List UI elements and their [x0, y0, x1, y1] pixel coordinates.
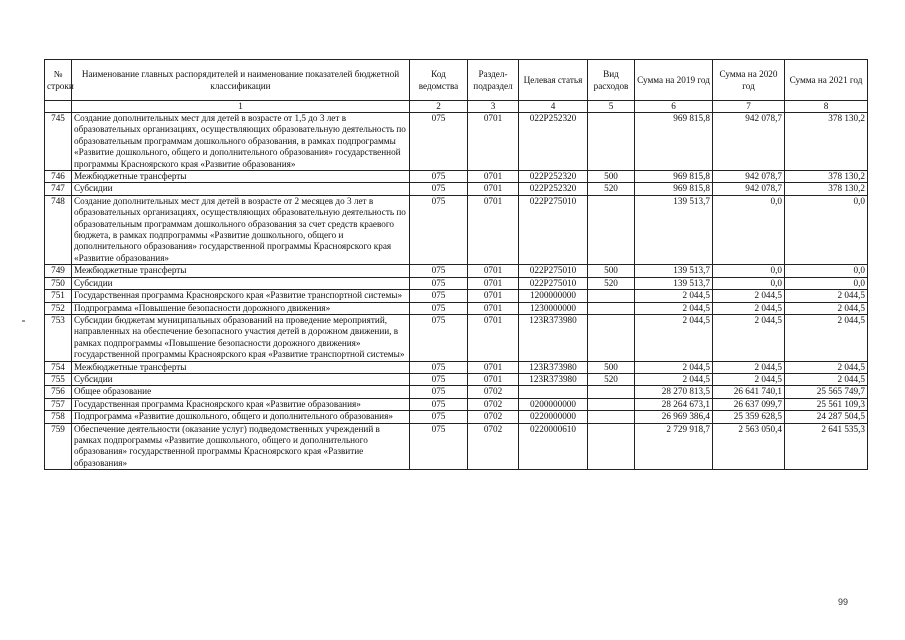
- row-number-cell: 757: [45, 398, 72, 410]
- table-row: [45, 183, 868, 195]
- sum-2021-cell: 2 044,5: [785, 373, 868, 385]
- dept-code-cell: 075: [410, 183, 468, 195]
- name-cell: Субсидии бюджетам муниципальных образований на проведение мероприятий, направленных на обеспечение безопасного участия детей в дорожном движении, в рамках подпрограммы «Повышение безопасности дорожного движения» государственной программы Красноярского края «Развитие транспортной системы»: [72, 314, 410, 361]
- row-number-cell: 745: [45, 113, 72, 171]
- sum-2019-cell: 139 513,7: [635, 195, 713, 264]
- sum-2020-cell: 942 078,7: [713, 183, 785, 195]
- section-cell: 0701: [468, 277, 519, 289]
- dept-code-cell: 075: [410, 361, 468, 373]
- row-number-cell: 751: [45, 290, 72, 302]
- row-number-cell: 755: [45, 373, 72, 385]
- target-article-cell: 022P252320: [519, 113, 588, 171]
- column-number: 2: [410, 101, 468, 113]
- expense-kind-cell: 500: [588, 265, 635, 277]
- sum-2021-cell: 25 565 749,7: [785, 386, 868, 398]
- table-row: [45, 277, 868, 289]
- name-cell: Общее образование: [72, 386, 410, 398]
- sum-2021-cell: 0,0: [785, 265, 868, 277]
- sum-2021-cell: 2 044,5: [785, 290, 868, 302]
- column-numbers-row: [45, 101, 868, 113]
- budget-table: [44, 59, 868, 470]
- column-number: 8: [785, 101, 868, 113]
- sum-2021-cell: 378 130,2: [785, 183, 868, 195]
- sum-2020-cell: 0,0: [713, 195, 785, 264]
- section-cell: 0702: [468, 386, 519, 398]
- dept-code-cell: 075: [410, 195, 468, 264]
- sum-2021-cell: 2 044,5: [785, 314, 868, 361]
- row-number-cell: 749: [45, 265, 72, 277]
- expense-kind-cell: 520: [588, 183, 635, 195]
- table-row: [45, 113, 868, 171]
- expense-kind-cell: [588, 386, 635, 398]
- table-row: [45, 361, 868, 373]
- header-section: Раздел-подраздел: [468, 60, 519, 101]
- column-number-blank: [45, 101, 72, 113]
- column-number: 6: [635, 101, 713, 113]
- sum-2021-cell: 378 130,2: [785, 171, 868, 183]
- table-row: [45, 171, 868, 183]
- row-number-cell: 759: [45, 423, 72, 470]
- name-cell: Создание дополнительных мест для детей в возрасте от 1,5 до 3 лет в образовательных организациях, осуществляющих образовательную деятельность по образовательным программам дошкольного образования, в рамках подпрограммы «Развитие дошкольного, общего и дополнительного образования» государственной программы Красноярского края «Развитие образования»: [72, 113, 410, 171]
- sum-2021-cell: 24 287 504,5: [785, 411, 868, 423]
- table-row: [45, 411, 868, 423]
- section-cell: 0701: [468, 113, 519, 171]
- sum-2020-cell: 0,0: [713, 277, 785, 289]
- dept-code-cell: 075: [410, 373, 468, 385]
- expense-kind-cell: 520: [588, 277, 635, 289]
- row-number-cell: 746: [45, 171, 72, 183]
- expense-kind-cell: [588, 290, 635, 302]
- target-article-cell: [519, 386, 588, 398]
- row-number-cell: 747: [45, 183, 72, 195]
- dept-code-cell: 075: [410, 113, 468, 171]
- table-row: [45, 386, 868, 398]
- sum-2019-cell: 26 969 386,4: [635, 411, 713, 423]
- name-cell: Обеспечение деятельности (оказание услуг) подведомственных учреждений в рамках подпрограммы «Развитие дошкольного, общего и дополнительного образования» государственной программы Красноярского края «Развитие образования»: [72, 423, 410, 470]
- table-row: [45, 373, 868, 385]
- table-row: [45, 423, 868, 470]
- name-cell: Субсидии: [72, 183, 410, 195]
- row-number-cell: 748: [45, 195, 72, 264]
- header-row: [45, 60, 868, 101]
- column-number: 5: [588, 101, 635, 113]
- column-number: 3: [468, 101, 519, 113]
- sum-2020-cell: 2 044,5: [713, 290, 785, 302]
- sum-2019-cell: 2 044,5: [635, 373, 713, 385]
- sum-2019-cell: 2 044,5: [635, 290, 713, 302]
- expense-kind-cell: [588, 423, 635, 470]
- sum-2020-cell: 2 044,5: [713, 361, 785, 373]
- table-row: [45, 290, 868, 302]
- target-article-cell: 0200000000: [519, 398, 588, 410]
- target-article-cell: 0220000610: [519, 423, 588, 470]
- row-number-cell: 754: [45, 361, 72, 373]
- sum-2019-cell: 969 815,8: [635, 113, 713, 171]
- column-number: 7: [713, 101, 785, 113]
- header-target-article: Целевая статья: [519, 60, 588, 101]
- sum-2019-cell: 969 815,8: [635, 183, 713, 195]
- section-cell: 0702: [468, 423, 519, 470]
- sum-2020-cell: 942 078,7: [713, 113, 785, 171]
- target-article-cell: 123R373980: [519, 373, 588, 385]
- table-row: [45, 302, 868, 314]
- sum-2021-cell: 2 044,5: [785, 302, 868, 314]
- row-number-cell: 758: [45, 411, 72, 423]
- target-article-cell: 022P275010: [519, 265, 588, 277]
- sum-2020-cell: 2 044,5: [713, 314, 785, 361]
- dept-code-cell: 075: [410, 290, 468, 302]
- target-article-cell: 1200000000: [519, 290, 588, 302]
- header-name: Наименование главных распорядителей и наименование показателей бюджетной классификации: [72, 60, 410, 101]
- section-cell: 0701: [468, 302, 519, 314]
- target-article-cell: 022P275010: [519, 195, 588, 264]
- expense-kind-cell: [588, 302, 635, 314]
- sum-2020-cell: 2 044,5: [713, 373, 785, 385]
- sum-2020-cell: 25 359 628,5: [713, 411, 785, 423]
- sum-2021-cell: 2 044,5: [785, 361, 868, 373]
- target-article-cell: 022P252320: [519, 183, 588, 195]
- sum-2020-cell: 26 641 740,1: [713, 386, 785, 398]
- section-cell: 0701: [468, 183, 519, 195]
- row-number-cell: 753: [45, 314, 72, 361]
- sum-2019-cell: 2 729 918,7: [635, 423, 713, 470]
- sum-2019-cell: 28 264 673,1: [635, 398, 713, 410]
- table-row: [45, 398, 868, 410]
- sum-2021-cell: 2 641 535,3: [785, 423, 868, 470]
- expense-kind-cell: [588, 113, 635, 171]
- section-cell: 0702: [468, 411, 519, 423]
- target-article-cell: 1230000000: [519, 302, 588, 314]
- name-cell: Межбюджетные трансферты: [72, 265, 410, 277]
- header-sum-2021: Сумма на 2021 год: [785, 60, 868, 101]
- name-cell: Государственная программа Красноярского края «Развитие образования»: [72, 398, 410, 410]
- dept-code-cell: 075: [410, 277, 468, 289]
- target-article-cell: 022P275010: [519, 277, 588, 289]
- target-article-cell: 022P252320: [519, 171, 588, 183]
- sum-2021-cell: 0,0: [785, 277, 868, 289]
- column-number: 4: [519, 101, 588, 113]
- name-cell: Субсидии: [72, 373, 410, 385]
- expense-kind-cell: 500: [588, 361, 635, 373]
- sum-2020-cell: 0,0: [713, 265, 785, 277]
- dept-code-cell: 075: [410, 398, 468, 410]
- section-cell: 0702: [468, 398, 519, 410]
- sum-2021-cell: 378 130,2: [785, 113, 868, 171]
- dept-code-cell: 075: [410, 314, 468, 361]
- sum-2020-cell: 2 044,5: [713, 302, 785, 314]
- expense-kind-cell: [588, 195, 635, 264]
- sum-2021-cell: 25 561 109,3: [785, 398, 868, 410]
- dept-code-cell: 075: [410, 423, 468, 470]
- sum-2019-cell: 28 270 813,5: [635, 386, 713, 398]
- name-cell: Подпрограмма «Развитие дошкольного, общего и дополнительного образования»: [72, 411, 410, 423]
- sum-2019-cell: 2 044,5: [635, 314, 713, 361]
- section-cell: 0701: [468, 195, 519, 264]
- sum-2020-cell: 2 563 050,4: [713, 423, 785, 470]
- expense-kind-cell: 520: [588, 373, 635, 385]
- name-cell: Субсидии: [72, 277, 410, 289]
- dept-code-cell: 075: [410, 171, 468, 183]
- row-number-cell: 756: [45, 386, 72, 398]
- header-sum-2020: Сумма на 2020 год: [713, 60, 785, 101]
- name-cell: Создание дополнительных мест для детей в возрасте от 2 месяцев до 3 лет в образовательных организациях, осуществляющих образовательную деятельность по образовательным программам дошкольного образования за счет средств краевого бюджета, в рамках подпрограммы «Развитие дошкольного, общего и дополнительного образования» государственной программы Красноярского края «Развитие образования»: [72, 195, 410, 264]
- expense-kind-cell: [588, 314, 635, 361]
- target-article-cell: 0220000000: [519, 411, 588, 423]
- sum-2019-cell: 139 513,7: [635, 265, 713, 277]
- header-row-number: № строки: [45, 60, 72, 101]
- name-cell: Государственная программа Красноярского края «Развитие транспортной системы»: [72, 290, 410, 302]
- row-number-cell: 750: [45, 277, 72, 289]
- table-row: [45, 265, 868, 277]
- column-number: 1: [72, 101, 410, 113]
- section-cell: 0701: [468, 314, 519, 361]
- name-cell: Межбюджетные трансферты: [72, 361, 410, 373]
- name-cell: Межбюджетные трансферты: [72, 171, 410, 183]
- section-cell: 0701: [468, 290, 519, 302]
- sum-2019-cell: 2 044,5: [635, 302, 713, 314]
- sum-2019-cell: 139 513,7: [635, 277, 713, 289]
- expense-kind-cell: [588, 411, 635, 423]
- sum-2020-cell: 942 078,7: [713, 171, 785, 183]
- name-cell: Подпрограмма «Повышение безопасности дорожного движения»: [72, 302, 410, 314]
- target-article-cell: 123R373980: [519, 314, 588, 361]
- sum-2020-cell: 26 637 099,7: [713, 398, 785, 410]
- dept-code-cell: 075: [410, 265, 468, 277]
- header-dept-code: Код ведомства: [410, 60, 468, 101]
- table-row: [45, 314, 868, 361]
- header-sum-2019: Сумма на 2019 год: [635, 60, 713, 101]
- section-cell: 0701: [468, 265, 519, 277]
- table-row: [45, 195, 868, 264]
- row-number-cell: 752: [45, 302, 72, 314]
- section-cell: 0701: [468, 361, 519, 373]
- expense-kind-cell: 500: [588, 171, 635, 183]
- sum-2019-cell: 2 044,5: [635, 361, 713, 373]
- expense-kind-cell: [588, 398, 635, 410]
- section-cell: 0701: [468, 171, 519, 183]
- dept-code-cell: 075: [410, 302, 468, 314]
- page-number: 99: [838, 597, 849, 607]
- dept-code-cell: 075: [410, 386, 468, 398]
- sum-2019-cell: 969 815,8: [635, 171, 713, 183]
- target-article-cell: 123R373980: [519, 361, 588, 373]
- section-cell: 0701: [468, 373, 519, 385]
- sum-2021-cell: 0,0: [785, 195, 868, 264]
- scan-mark: [22, 320, 25, 322]
- header-expense-kind: Вид расходов: [588, 60, 635, 101]
- dept-code-cell: 075: [410, 411, 468, 423]
